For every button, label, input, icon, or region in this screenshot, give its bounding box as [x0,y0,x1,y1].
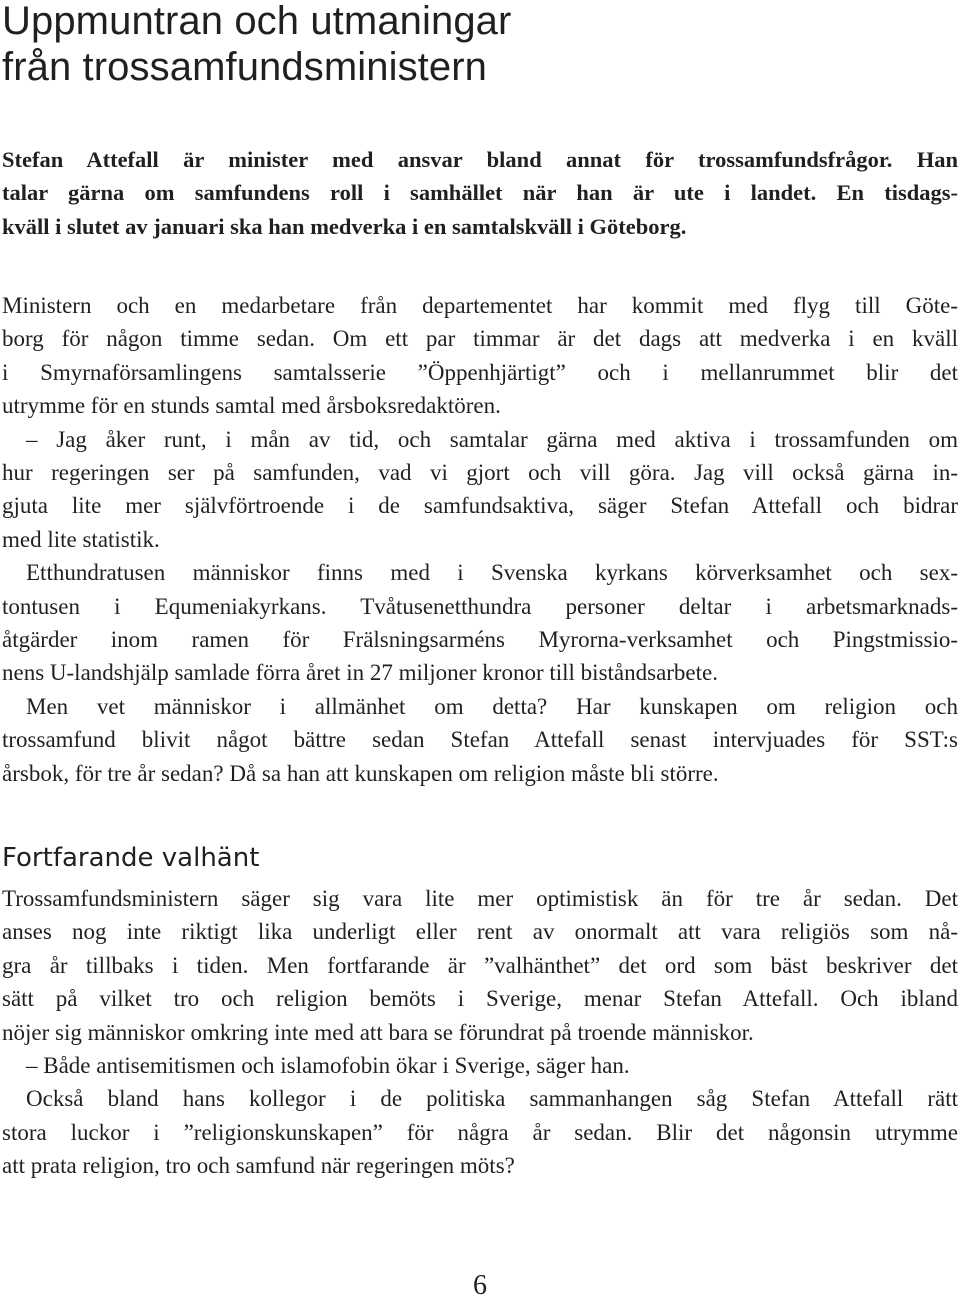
text-line: – Jag åker runt, i mån av tid, och samtalar gärna med aktiva i trossamfunden om [26,426,958,452]
text-line: gra år tillbaks i tiden. Men fortfarande är ”valhänthet” det ord som bäst beskriver det [2,952,958,978]
text-line: årsbok, för tre år sedan? Då sa han att kunskapen om religion måste bli större. [2,760,719,786]
text-line: gjuta lite mer självförtroende i de samfundsaktiva, säger Stefan Attefall och bidrar [2,493,958,519]
paragraph [2,423,958,557]
text-line: nens U-landshjälp samlade förra året in 27 miljoner kronor till biståndsarbete. [2,660,718,686]
paragraph [2,556,958,690]
lead-line: talar gärna om samfundens roll i samhället när han är ute i landet. En tisdags- [2,180,958,206]
text-line: hur regeringen ser på samfunden, vad vi gjort och vill göra. Jag vill också gärna in- [2,460,958,486]
text-line: borg för någon timme sedan. Om ett par timmar är det dags att medverka i en kväll [2,326,958,352]
article-title [2,0,942,90]
text-line: Trossamfundsministern säger sig vara lite mer optimistisk än för tre år sedan. Det [2,886,958,911]
title-line: från trossamfundsministern [2,45,488,89]
paragraph [2,1049,958,1082]
section-2-body [2,882,958,1183]
text-line: stora luckor i ”religionskunskapen” för några år sedan. Blir det någonsin utrymme [2,1119,958,1145]
text-line: nöjer sig människor omkring inte med att bara se förundrat på troende människor. [2,1019,754,1045]
text-line: Men vet människor i allmänhet om detta? Har kunskapen om religion och [26,693,958,719]
page-number: 6 [473,1270,487,1301]
paragraph [2,289,958,423]
text-line: Också bland hans kollegor i de politiska sammanhangen såg Stefan Attefall rätt [26,1086,958,1112]
text-line: sätt på vilket tro och religion bemöts i Sverige, menar Stefan Attefall. Och ibland [2,986,958,1012]
paragraph [2,690,958,790]
text-line: – Både antisemitismen och islamofobin ökar i Sverige, säger han. [26,1053,630,1079]
lead-line: kväll i slutet av januari ska han medverka i en samtalskväll i Göteborg. [2,213,687,239]
text-line: Ministern och en medarbetare från departementet har kommit med flyg till Göte- [2,293,958,318]
paragraph [2,1082,958,1182]
text-line: utrymme för en stunds samtal med årsboksredaktören. [2,393,501,419]
text-line: anses nog inte riktigt lika underligt eller rent av onormalt att vara religiös som nå- [2,919,958,945]
text-line: i Smyrnaförsamlingens samtalsserie ”Öppenhjärtigt” och i mellanrummet blir det [2,359,958,385]
lead-line: Stefan Attefall är minister med ansvar bland annat för trossamfundsfrågor. Han [2,147,958,172]
text-line: trossamfund blivit något bättre sedan Stefan Attefall senast intervjuades för SST:s [2,727,958,753]
text-line: Etthundratusen människor finns med i Svenska kyrkans körverksamhet och sex- [26,560,958,586]
text-line: tontusen i Equmeniakyrkans. Tvåtusenetthundra personer deltar i arbetsmarknads- [2,593,958,619]
title-line: Uppmuntran och utmaningar [2,0,512,43]
section-1-body [2,289,958,790]
lead-paragraph [2,143,958,243]
paragraph [2,882,958,1049]
text-line: med lite statistik. [2,526,160,552]
text-line: åtgärder inom ramen för Frälsningsarméns Myrorna-verksamhet och Pingstmissio- [2,627,958,653]
section-heading: Fortfarande valhänt [2,843,260,873]
text-line: att prata religion, tro och samfund när regeringen möts? [2,1153,515,1179]
